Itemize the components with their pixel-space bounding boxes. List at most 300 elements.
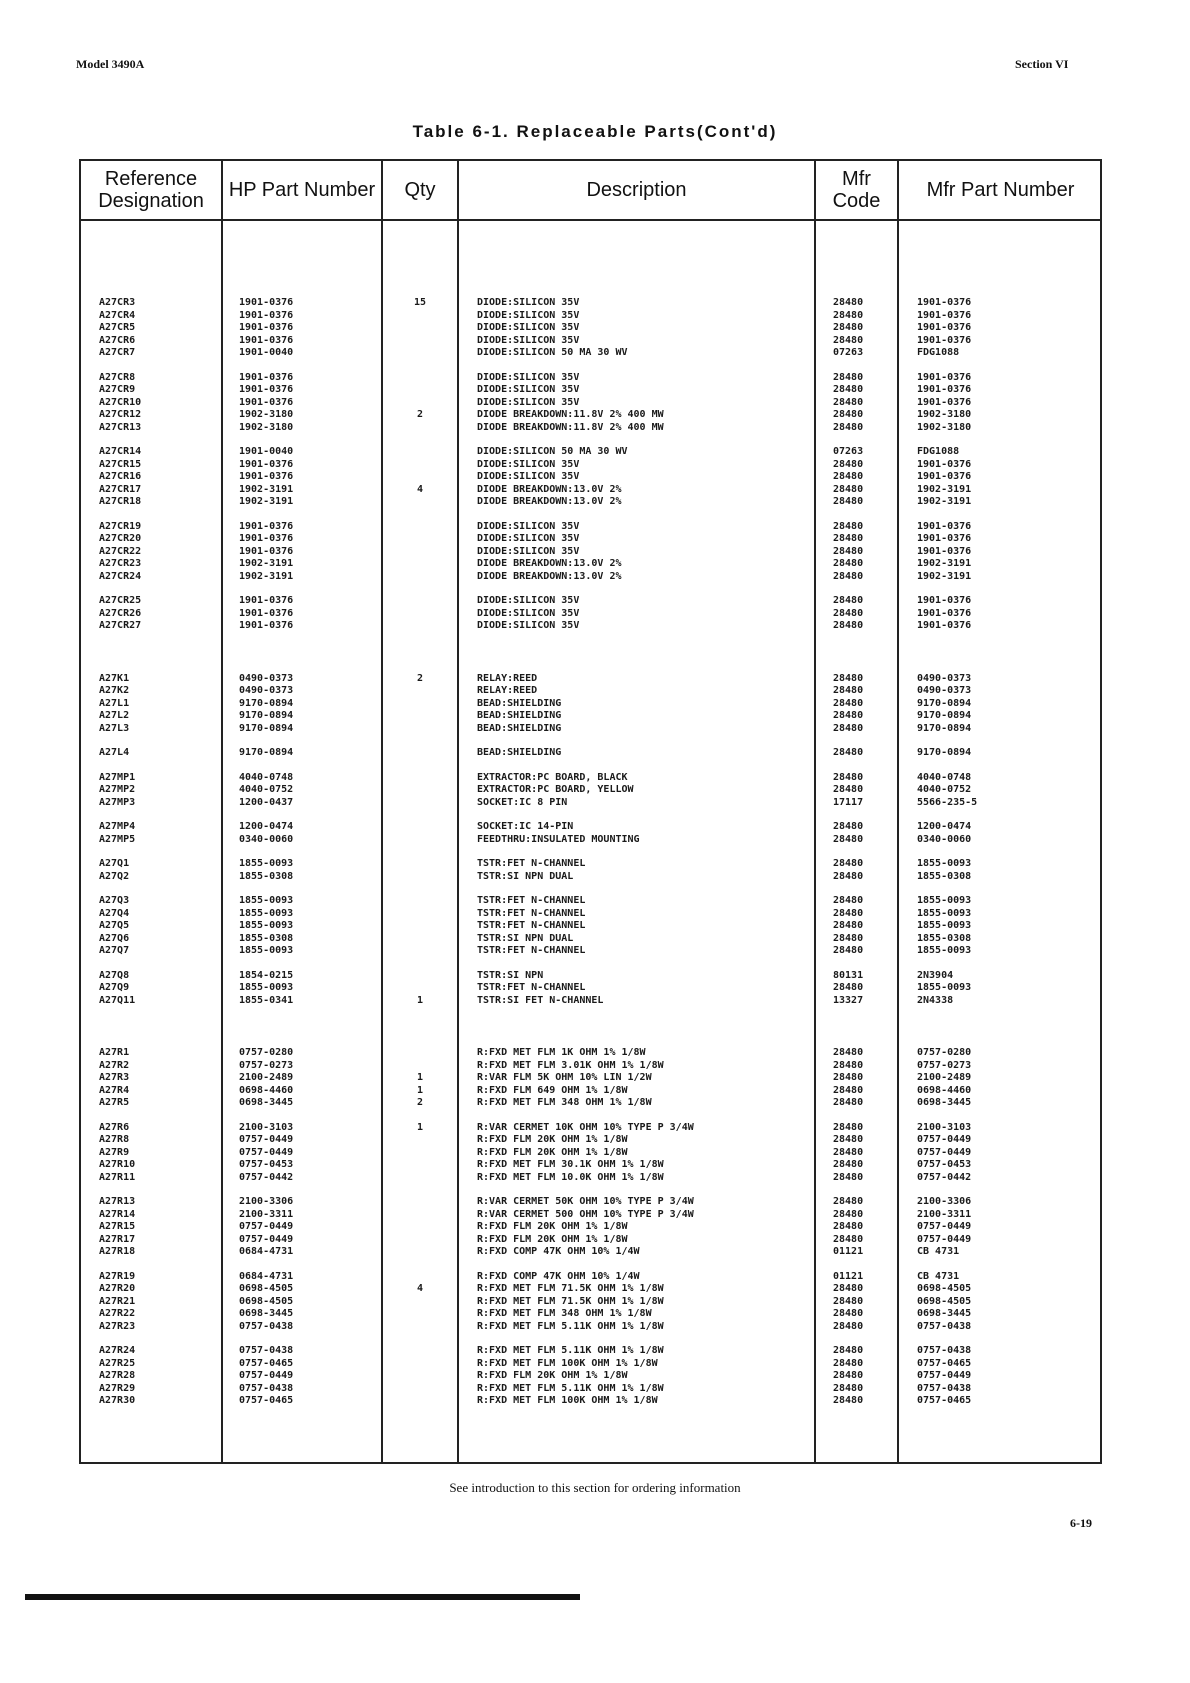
cell-desc: DIODE:SILICON 35V [477,533,580,544]
column-divider [457,161,459,1462]
cell-desc: R:VAR FLM 5K OHM 10% LIN 1/2W [477,1072,652,1083]
cell-mfr: 28480 [833,607,864,619]
cell-hp: 1901-0376 [239,520,294,532]
cell-hp: 0757-0449 [239,1221,294,1232]
cell-ref: A27Q9 [99,982,130,993]
cell-desc: R:FXD COMP 47K OHM 10% 1/4W [477,1270,640,1282]
cell-desc: BEAD:SHIELDING [477,722,562,734]
cell-qty: 2 [416,672,424,684]
cell-mfrpn: 1901-0376 [917,334,972,346]
cell-ref: A27R28 [99,1370,136,1381]
cell-mfrpn: 1901-0376 [917,371,972,383]
cell-mfr: 28480 [833,1072,864,1083]
cell-desc: DIODE:SILICON 50 MA 30 WV [477,446,628,457]
cell-mfr: 28480 [833,1370,864,1381]
cell-hp: 0757-0273 [239,1059,294,1071]
cell-ref: A27CR18 [99,496,142,507]
cell-mfrpn: 0757-0449 [917,1370,972,1381]
cell-desc: TSTR:FET N-CHANNEL [477,920,586,931]
cell-mfrpn: 1855-0093 [917,907,972,919]
cell-ref: A27L3 [99,722,130,734]
cell-mfr: 28480 [833,458,864,470]
cell-mfr: 28480 [833,1357,864,1369]
cell-desc: TSTR:FET N-CHANNEL [477,907,586,919]
cell-ref: A27Q8 [99,969,130,981]
cell-mfrpn: 0698-3445 [917,1097,972,1108]
cell-ref: A27MP2 [99,784,136,795]
cell-hp: 1901-0376 [239,297,294,308]
cell-hp: 0757-0438 [239,1320,294,1332]
cell-ref: A27R5 [99,1097,130,1108]
cell-mfr: 28480 [833,595,864,606]
header-section: Section VI [1015,57,1069,71]
cell-mfr: 28480 [833,710,864,721]
column-header-hp-part: HP Part Number [228,179,376,201]
cell-hp: 9170-0894 [239,747,294,758]
cell-ref: A27MP1 [99,771,136,783]
column-divider [221,161,223,1462]
cell-ref: A27MP5 [99,833,136,845]
header-model: Model 3490A [76,57,145,71]
cell-qty: 2 [416,1097,424,1108]
cell-desc: DIODE:SILICON 35V [477,471,580,482]
cell-desc: EXTRACTOR:PC BOARD, BLACK [477,771,628,783]
cell-mfrpn: 0757-0438 [917,1320,972,1332]
cell-mfr: 28480 [833,371,864,383]
cell-mfr: 28480 [833,1134,864,1145]
cell-mfrpn: 0757-0449 [917,1146,972,1158]
cell-ref: A27CR13 [99,421,142,433]
cell-ref: A27K1 [99,672,130,684]
cell-mfrpn: 2100-3103 [917,1121,972,1133]
cell-hp: 0757-0449 [239,1233,294,1245]
cell-mfr: 28480 [833,920,864,931]
cell-ref: A27Q4 [99,907,130,919]
cell-mfrpn: CB 4731 [917,1246,960,1257]
cell-hp: 0757-0465 [239,1395,294,1406]
cell-hp: 0340-0060 [239,833,294,845]
bottom-rule [25,1594,580,1600]
cell-desc: R:FXD FLM 20K OHM 1% 1/8W [477,1146,628,1158]
cell-hp: 0757-0465 [239,1357,294,1369]
cell-mfr: 28480 [833,1208,864,1220]
cell-desc: TSTR:FET N-CHANNEL [477,982,586,993]
cell-mfr: 28480 [833,1382,864,1394]
parts-table [79,159,1102,1464]
cell-hp: 1901-0376 [239,309,294,321]
cell-mfrpn: 1200-0474 [917,821,972,832]
cell-mfr: 28480 [833,697,864,709]
cell-hp: 0684-4731 [239,1246,294,1257]
cell-hp: 0757-0453 [239,1159,294,1170]
cell-desc: RELAY:REED [477,672,538,684]
cell-desc: DIODE BREAKDOWN:13.0V 2% [477,483,622,495]
cell-desc: TSTR:SI NPN DUAL [477,870,574,882]
cell-desc: SOCKET:IC 14-PIN [477,821,574,832]
cell-hp: 1902-3191 [239,570,294,582]
cell-ref: A27R19 [99,1270,136,1282]
cell-mfrpn: 2N4338 [917,994,954,1006]
cell-mfr: 28480 [833,747,864,758]
cell-ref: A27R25 [99,1357,136,1369]
cell-desc: R:FXD MET FLM 71.5K OHM 1% 1/8W [477,1283,664,1294]
cell-mfr: 28480 [833,1283,864,1294]
cell-hp: 1855-0093 [239,982,294,993]
cell-hp: 0698-3445 [239,1097,294,1108]
cell-ref: A27R6 [99,1121,130,1133]
cell-desc: R:FXD MET FLM 3.01K OHM 1% 1/8W [477,1059,664,1071]
cell-mfr: 28480 [833,821,864,832]
cell-hp: 1902-3180 [239,409,294,420]
cell-hp: 1855-0341 [239,994,294,1006]
cell-mfrpn: 1901-0376 [917,458,972,470]
cell-mfr: 28480 [833,297,864,308]
cell-ref: A27CR19 [99,520,142,532]
column-divider [897,161,899,1462]
cell-mfrpn: 1901-0376 [917,396,972,408]
cell-ref: A27CR22 [99,545,142,557]
cell-ref: A27CR23 [99,558,142,569]
cell-mfr: 28480 [833,421,864,433]
cell-ref: A27Q11 [99,994,136,1006]
header-rule [81,219,1100,221]
cell-mfr: 28480 [833,945,864,956]
cell-mfr: 28480 [833,1084,864,1096]
cell-mfr: 28480 [833,1308,864,1319]
cell-mfrpn: 0757-0465 [917,1395,972,1406]
cell-desc: BEAD:SHIELDING [477,710,562,721]
cell-mfr: 28480 [833,685,864,696]
cell-mfrpn: 1901-0376 [917,322,972,333]
cell-mfrpn: 1901-0376 [917,545,972,557]
cell-desc: DIODE:SILICON 35V [477,520,580,532]
cell-desc: R:FXD FLM 20K OHM 1% 1/8W [477,1370,628,1381]
cell-mfrpn: 1902-3180 [917,421,972,433]
cell-mfrpn: 0698-4505 [917,1283,972,1294]
cell-ref: A27R8 [99,1134,130,1145]
cell-mfrpn: 0757-0438 [917,1382,972,1394]
cell-mfrpn: 0757-0273 [917,1059,972,1071]
cell-hp: 0490-0373 [239,672,294,684]
cell-mfrpn: 1901-0376 [917,533,972,544]
cell-ref: A27R20 [99,1283,136,1294]
cell-ref: A27CR17 [99,483,142,495]
cell-mfrpn: 1855-0093 [917,920,972,931]
cell-ref: A27MP3 [99,796,136,808]
cell-ref: A27L4 [99,747,130,758]
cell-qty: 4 [416,1283,424,1294]
cell-hp: 0698-3445 [239,1308,294,1319]
cell-desc: TSTR:SI NPN [477,969,544,981]
cell-mfrpn: 2100-3306 [917,1196,972,1207]
cell-mfr: 28480 [833,907,864,919]
cell-desc: DIODE:SILICON 50 MA 30 WV [477,347,628,358]
cell-ref: A27Q7 [99,945,130,956]
cell-qty: 15 [413,297,427,308]
cell-mfr: 28480 [833,409,864,420]
cell-mfrpn: 1901-0376 [917,520,972,532]
cell-ref: A27Q6 [99,932,130,944]
cell-desc: TSTR:SI NPN DUAL [477,932,574,944]
cell-mfrpn: 2100-3311 [917,1208,972,1220]
cell-desc: R:FXD MET FLM 5.11K OHM 1% 1/8W [477,1320,664,1332]
cell-desc: SOCKET:IC 8 PIN [477,796,568,808]
cell-ref: A27CR6 [99,334,136,346]
cell-hp: 1902-3191 [239,483,294,495]
cell-ref: A27L2 [99,710,130,721]
cell-hp: 1902-3180 [239,421,294,433]
cell-hp: 9170-0894 [239,697,294,709]
cell-hp: 0757-0280 [239,1047,294,1058]
cell-desc: TSTR:FET N-CHANNEL [477,858,586,869]
cell-mfrpn: 5566-235-5 [917,796,978,808]
cell-desc: R:FXD FLM 20K OHM 1% 1/8W [477,1221,628,1232]
cell-desc: R:VAR CERMET 500 OHM 10% TYPE P 3/4W [477,1208,694,1220]
cell-mfr: 28480 [833,322,864,333]
cell-mfr: 28480 [833,1047,864,1058]
cell-mfr: 28480 [833,1196,864,1207]
cell-desc: DIODE BREAKDOWN:11.8V 2% 400 MW [477,421,664,433]
cell-qty: 1 [416,1072,424,1083]
cell-ref: A27CR26 [99,607,142,619]
cell-hp: 1901-0376 [239,545,294,557]
cell-mfrpn: 2100-2489 [917,1072,972,1083]
cell-desc: R:FXD FLM 20K OHM 1% 1/8W [477,1134,628,1145]
cell-desc: R:FXD MET FLM 348 OHM 1% 1/8W [477,1308,652,1319]
cell-hp: 1901-0376 [239,322,294,333]
cell-mfr: 28480 [833,1146,864,1158]
cell-mfr: 28480 [833,396,864,408]
cell-mfrpn: CB 4731 [917,1270,960,1282]
cell-mfr: 28480 [833,1059,864,1071]
cell-mfr: 28480 [833,722,864,734]
cell-hp: 2100-2489 [239,1072,294,1083]
cell-hp: 0757-0449 [239,1146,294,1158]
cell-ref: A27CR16 [99,471,142,482]
cell-desc: R:FXD MET FLM 348 OHM 1% 1/8W [477,1097,652,1108]
cell-ref: A27R2 [99,1059,130,1071]
cell-mfrpn: 9170-0894 [917,697,972,709]
cell-hp: 0698-4460 [239,1084,294,1096]
cell-mfr: 28480 [833,1221,864,1232]
cell-hp: 0698-4505 [239,1283,294,1294]
cell-mfr: 01121 [833,1246,864,1257]
cell-mfr: 28480 [833,858,864,869]
cell-hp: 1901-0376 [239,384,294,395]
cell-mfrpn: 1902-3180 [917,409,972,420]
cell-desc: DIODE BREAKDOWN:13.0V 2% [477,570,622,582]
cell-mfr: 28480 [833,932,864,944]
cell-ref: A27R10 [99,1159,136,1170]
cell-hp: 1901-0376 [239,371,294,383]
cell-hp: 0757-0438 [239,1382,294,1394]
cell-ref: A27R14 [99,1208,136,1220]
cell-ref: A27MP4 [99,821,136,832]
cell-mfr: 28480 [833,1159,864,1170]
cell-desc: RELAY:REED [477,685,538,696]
cell-desc: EXTRACTOR:PC BOARD, YELLOW [477,784,634,795]
cell-ref: A27CR12 [99,409,142,420]
cell-mfrpn: 1901-0376 [917,595,972,606]
column-header-description: Description [586,179,687,201]
cell-mfr: 28480 [833,533,864,544]
cell-mfr: 28480 [833,558,864,569]
cell-mfrpn: 0757-0465 [917,1357,972,1369]
cell-ref: A27R23 [99,1320,136,1332]
cell-hp: 1855-0308 [239,870,294,882]
cell-ref: A27CR7 [99,347,136,358]
cell-qty: 2 [416,409,424,420]
cell-mfrpn: 4040-0748 [917,771,972,783]
cell-ref: A27CR25 [99,595,142,606]
cell-desc: BEAD:SHIELDING [477,747,562,758]
cell-hp: 0757-0449 [239,1134,294,1145]
cell-ref: A27R18 [99,1246,136,1257]
cell-mfrpn: 1855-0308 [917,932,972,944]
cell-mfrpn: 1902-3191 [917,483,972,495]
cell-ref: A27CR3 [99,297,136,308]
cell-desc: R:FXD MET FLM 5.11K OHM 1% 1/8W [477,1345,664,1356]
cell-hp: 1901-0376 [239,396,294,408]
cell-mfrpn: 1855-0093 [917,895,972,906]
cell-ref: A27R24 [99,1345,136,1356]
cell-desc: R:FXD MET FLM 100K OHM 1% 1/8W [477,1357,658,1369]
cell-desc: DIODE:SILICON 35V [477,607,580,619]
cell-desc: BEAD:SHIELDING [477,697,562,709]
cell-hp: 1200-0474 [239,821,294,832]
cell-mfrpn: FDG1088 [917,347,960,358]
cell-mfrpn: FDG1088 [917,446,960,457]
cell-ref: A27CR14 [99,446,142,457]
cell-mfrpn: 4040-0752 [917,784,972,795]
cell-mfrpn: 0698-4505 [917,1295,972,1307]
column-divider [381,161,383,1462]
cell-desc: R:FXD MET FLM 10.0K OHM 1% 1/8W [477,1171,664,1183]
cell-mfrpn: 0490-0373 [917,685,972,696]
cell-mfrpn: 1901-0376 [917,607,972,619]
cell-mfr: 28480 [833,895,864,906]
cell-hp: 2100-3103 [239,1121,294,1133]
cell-desc: DIODE:SILICON 35V [477,322,580,333]
cell-desc: R:FXD FLM 20K OHM 1% 1/8W [477,1233,628,1245]
cell-desc: TSTR:SI FET N-CHANNEL [477,994,604,1006]
cell-desc: DIODE BREAKDOWN:13.0V 2% [477,558,622,569]
cell-mfrpn: 0757-0449 [917,1221,972,1232]
cell-mfrpn: 0698-3445 [917,1308,972,1319]
cell-desc: DIODE:SILICON 35V [477,384,580,395]
cell-mfrpn: 0757-0453 [917,1159,972,1170]
cell-ref: A27Q2 [99,870,130,882]
cell-hp: 1901-0376 [239,607,294,619]
cell-mfrpn: 1855-0093 [917,945,972,956]
cell-mfr: 07263 [833,347,864,358]
cell-mfrpn: 1902-3191 [917,558,972,569]
cell-mfr: 28480 [833,1121,864,1133]
cell-qty: 1 [416,1121,424,1133]
cell-mfrpn: 0490-0373 [917,672,972,684]
cell-ref: A27R11 [99,1171,136,1183]
cell-ref: A27CR10 [99,396,142,408]
column-divider [814,161,816,1462]
cell-mfr: 07263 [833,446,864,457]
cell-mfr: 28480 [833,771,864,783]
cell-ref: A27CR27 [99,620,142,631]
cell-hp: 1200-0437 [239,796,294,808]
cell-hp: 0490-0373 [239,685,294,696]
cell-mfr: 28480 [833,1395,864,1406]
cell-mfr: 28480 [833,520,864,532]
cell-mfr: 80131 [833,969,864,981]
cell-ref: A27K2 [99,685,130,696]
cell-mfr: 17117 [833,796,864,808]
cell-desc: DIODE:SILICON 35V [477,371,580,383]
cell-mfrpn: 0757-0449 [917,1134,972,1145]
cell-mfrpn: 1855-0308 [917,870,972,882]
cell-desc: DIODE:SILICON 35V [477,545,580,557]
cell-ref: A27R1 [99,1047,130,1058]
cell-mfr: 28480 [833,570,864,582]
cell-desc: DIODE BREAKDOWN:13.0V 2% [477,496,622,507]
cell-ref: A27Q1 [99,858,130,869]
cell-mfr: 28480 [833,471,864,482]
cell-desc: DIODE:SILICON 35V [477,396,580,408]
cell-mfr: 28480 [833,1345,864,1356]
cell-mfrpn: 1901-0376 [917,471,972,482]
cell-mfr: 01121 [833,1270,864,1282]
cell-mfrpn: 9170-0894 [917,722,972,734]
table-title: Table 6-1. Replaceable Parts(Cont'd) [412,122,778,141]
cell-hp: 0757-0438 [239,1345,294,1356]
cell-mfrpn: 9170-0894 [917,710,972,721]
cell-hp: 1901-0376 [239,458,294,470]
cell-hp: 1901-0376 [239,620,294,631]
cell-hp: 0757-0442 [239,1171,294,1183]
cell-ref: A27R29 [99,1382,136,1394]
cell-hp: 1902-3191 [239,558,294,569]
cell-mfrpn: 1901-0376 [917,309,972,321]
cell-desc: R:FXD MET FLM 5.11K OHM 1% 1/8W [477,1382,664,1394]
cell-hp: 1855-0093 [239,907,294,919]
cell-ref: A27CR8 [99,371,136,383]
cell-mfr: 28480 [833,620,864,631]
cell-mfr: 28480 [833,545,864,557]
cell-desc: TSTR:FET N-CHANNEL [477,945,586,956]
cell-qty: 4 [416,483,424,495]
cell-ref: A27CR20 [99,533,142,544]
cell-hp: 0684-4731 [239,1270,294,1282]
cell-qty: 1 [416,1084,424,1096]
cell-hp: 1855-0093 [239,895,294,906]
cell-desc: DIODE BREAKDOWN:11.8V 2% 400 MW [477,409,664,420]
column-header-mfr-code: Mfr Code [832,168,881,212]
cell-hp: 2100-3306 [239,1196,294,1207]
cell-mfrpn: 0757-0449 [917,1233,972,1245]
cell-ref: A27CR24 [99,570,142,582]
cell-hp: 1901-0040 [239,446,294,457]
cell-desc: DIODE:SILICON 35V [477,458,580,470]
cell-mfrpn: 0340-0060 [917,833,972,845]
cell-hp: 1901-0040 [239,347,294,358]
cell-desc: R:FXD FLM 649 OHM 1% 1/8W [477,1084,628,1096]
cell-ref: A27R21 [99,1295,136,1307]
cell-mfr: 28480 [833,1320,864,1332]
cell-ref: A27CR9 [99,384,136,395]
cell-hp: 1855-0308 [239,932,294,944]
cell-hp: 0698-4505 [239,1295,294,1307]
cell-mfr: 28480 [833,672,864,684]
cell-mfr: 28480 [833,334,864,346]
cell-mfrpn: 0698-4460 [917,1084,972,1096]
